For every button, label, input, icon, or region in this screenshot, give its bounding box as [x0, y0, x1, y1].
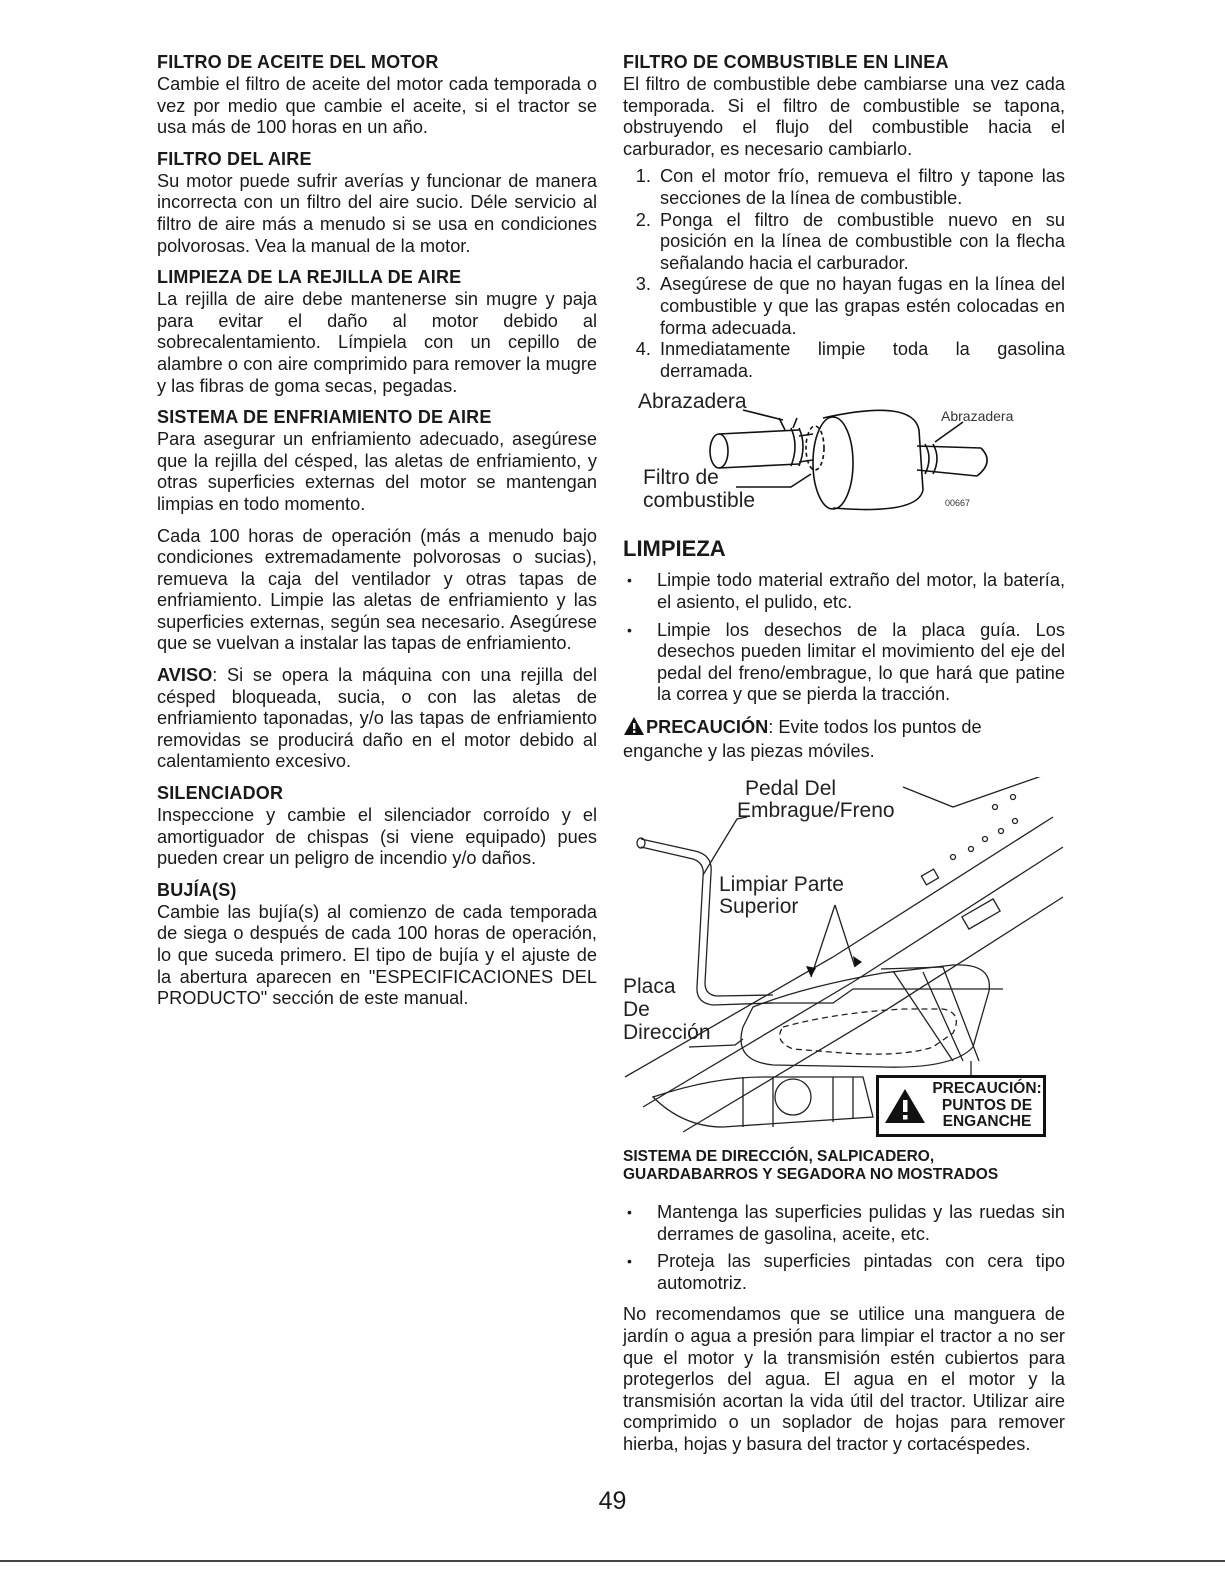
notice-text: : Si se opera la máquina con una rejilla del césped bloqueada, sucia, o con las aletas de enfriamiento taponadas, y/o las tapas de enfriamiento removidas se producirá daño en el motor debido al calentamiento excesivo. — [157, 665, 597, 772]
cooling-text-1: Para asegurar un enfriamiento adecuado, asegúrese que la rejilla del césped, las aletas de enfriamiento, y otras superficies externas del motor se mantengan limpias en todo momento. — [157, 429, 597, 514]
spark-plug-text: Cambie las bujía(s) al comienzo de cada temporada de siega o después de cada 100 horas de operación, lo que suceda primero. El tipo de bujía y el ajuste de la abertura aparecen en "ESPECIFICACIONES DEL PRODUCTO" sección de este manual. — [157, 901, 597, 1009]
fuel-filter-text: El filtro de combustible debe cambiarse una vez cada temporada. Si el filtro de combustible se tapona, obstruyendo el flujo del combustible hacia el carburador, es necesario cambiarlo. — [623, 74, 1065, 159]
page-number: 49 — [598, 1487, 627, 1515]
caution-box-line-2: PUNTOS DE — [941, 1096, 1033, 1114]
caution-box-text — [931, 1081, 1043, 1131]
caution-line — [623, 716, 1065, 763]
pinch-point-caution-box — [876, 1075, 1046, 1137]
maintenance-bullet: • Proteja las superficies pintadas con cera tipo automotriz. — [657, 1251, 1065, 1294]
bottom-divider — [0, 1560, 1225, 1562]
label-clean-1: Limpiar Parte — [719, 873, 844, 897]
air-filter-text: Su motor puede sufrir averías y funcionar de manera incorrecta con un filtro del aire sucio. Déle servicio al filtro de aire más a menudo si se usa en condiciones polvorosas. Vea la manual de la motor. — [157, 170, 597, 256]
figure-caption-line-2: GUARDABARROS Y SEGADORA NO MOSTRADOS — [623, 1166, 999, 1184]
fuel-step: 2. Ponga el filtro de combustible nuevo en su posición en la línea de combustible con la flecha señalando hacia el carburador. — [656, 210, 1065, 275]
cleaning-bullet: • Limpie los desechos de la placa guía. Los desechos pueden limitar el movimiento del eje del pedal del freno/embrague, lo que hará que patine la correa y que se pierda la tracción. — [657, 620, 1065, 706]
label-filter-2: combustible — [643, 489, 756, 513]
label-plate-2: De — [623, 998, 650, 1022]
label-filter-1: Filtro de — [643, 466, 719, 490]
fuel-filter-steps — [623, 166, 1065, 382]
cleaning-heading: LIMPIEZA — [623, 536, 726, 562]
cooling-text-2: Cada 100 horas de operación (más a menudo bajo condiciones extremadamente polvorosas o sucias), remueva la caja del ventilador y otras tapas de enfriamiento. Limpie las aletas de enfriamiento y las superficies externas, según sea necesario. Asegúrese que se vuelvan a instalar las tapas de enfriamiento. — [157, 525, 597, 654]
label-clamp-right: Abrazadera — [941, 408, 1014, 425]
cooling-heading: SISTEMA DE ENFRIAMIENTO DE AIRE — [157, 407, 492, 428]
caution-label: PRECAUCIÓN — [646, 716, 769, 737]
cleaning-bullets — [623, 570, 1065, 706]
figure-caption — [623, 1148, 1065, 1184]
closing-paragraph: No recomendamos que se utilice una manguera de jardín o agua a presión para limpiar el tractor a no ser que el motor y la transmisión estén cubiertos para protegerlos del agua. El agua en el motor y la transmisión acortan la vida útil del tractor. Utilizar aire comprimido o un soplador de hojas para remover hierba, hojas y basura del tractor y cortacéspedes. — [623, 1304, 1065, 1454]
notice-label: AVISO — [157, 665, 213, 686]
air-filter-heading: FILTRO DEL AIRE — [157, 148, 312, 169]
label-pedal-1: Pedal Del — [745, 777, 837, 801]
caution-text: : Evite todos los puntos de enganche y las piezas móviles. — [623, 716, 982, 762]
label-pedal-2: Embrague/Freno — [737, 799, 895, 823]
fuel-step: 3. Asegúrese de que no hayan fugas en la línea del combustible y que las grapas estén colocadas en forma adecuada. — [656, 274, 1065, 339]
warning-triangle-icon — [623, 716, 645, 742]
fuel-filter-figure — [623, 390, 1065, 518]
label-plate-1: Placa — [623, 975, 676, 999]
left-column — [157, 52, 597, 1020]
label-clean-2: Superior — [719, 895, 799, 919]
figure-caption-line-1: SISTEMA DE DIRECCIÓN, SALPICADERO, — [623, 1148, 935, 1166]
label-plate-3: Dirección — [623, 1021, 711, 1045]
cooling-notice — [157, 665, 597, 773]
muffler-heading: SILENCIADOR — [157, 783, 284, 804]
air-screen-heading: LIMPIEZA DE LA REJILLA DE AIRE — [157, 267, 462, 288]
maintenance-bullet: • Mantenga las superficies pulidas y las ruedas sin derrames de gasolina, aceite, etc. — [657, 1202, 1065, 1245]
steering-plate-figure — [623, 777, 1065, 1142]
right-column — [623, 52, 1065, 1466]
warning-triangle-icon — [884, 1088, 926, 1129]
figure-code: 00667 — [945, 498, 971, 509]
caution-box-line-3: ENGANCHE — [942, 1113, 1032, 1131]
oil-filter-heading: FILTRO DE ACEITE DEL MOTOR — [157, 52, 439, 72]
oil-filter-text: Cambie el filtro de aceite del motor cada temporada o vez por medio que cambie el aceite, si el tractor se usa más de 100 horas en un año. — [157, 74, 597, 138]
caution-box-line-1: PRECAUCIÓN: — [932, 1080, 1042, 1098]
fuel-step: 1. Con el motor frío, remueva el filtro y tapone las secciones de la línea de combustible. — [656, 166, 1065, 209]
air-screen-text: La rejilla de aire debe mantenerse sin mugre y paja para evitar el daño al motor debido al sobrecalentamiento. Límpiela con un cepillo de alambre o con aire comprimido para remover la mugre y las fibras de goma secas, pegadas. — [157, 289, 597, 396]
spark-plug-heading: BUJÍA(S) — [157, 879, 237, 900]
muffler-text: Inspeccione y cambie el silenciador corroído y el amortiguador de chispas (si viene equipado) pues pueden crear un peligro de incendio y/o daños. — [157, 805, 597, 869]
fuel-step: 4. Inmediatamente limpie toda la gasolina derramada. — [656, 339, 1065, 382]
fuel-filter-heading: FILTRO DE COMBUSTIBLE EN LINEA — [623, 52, 949, 72]
label-clamp-left: Abrazadera — [638, 390, 747, 414]
cleaning-bullet: • Limpie todo material extraño del motor, la batería, el asiento, el pulido, etc. — [657, 570, 1065, 613]
maintenance-bullets — [623, 1202, 1065, 1294]
